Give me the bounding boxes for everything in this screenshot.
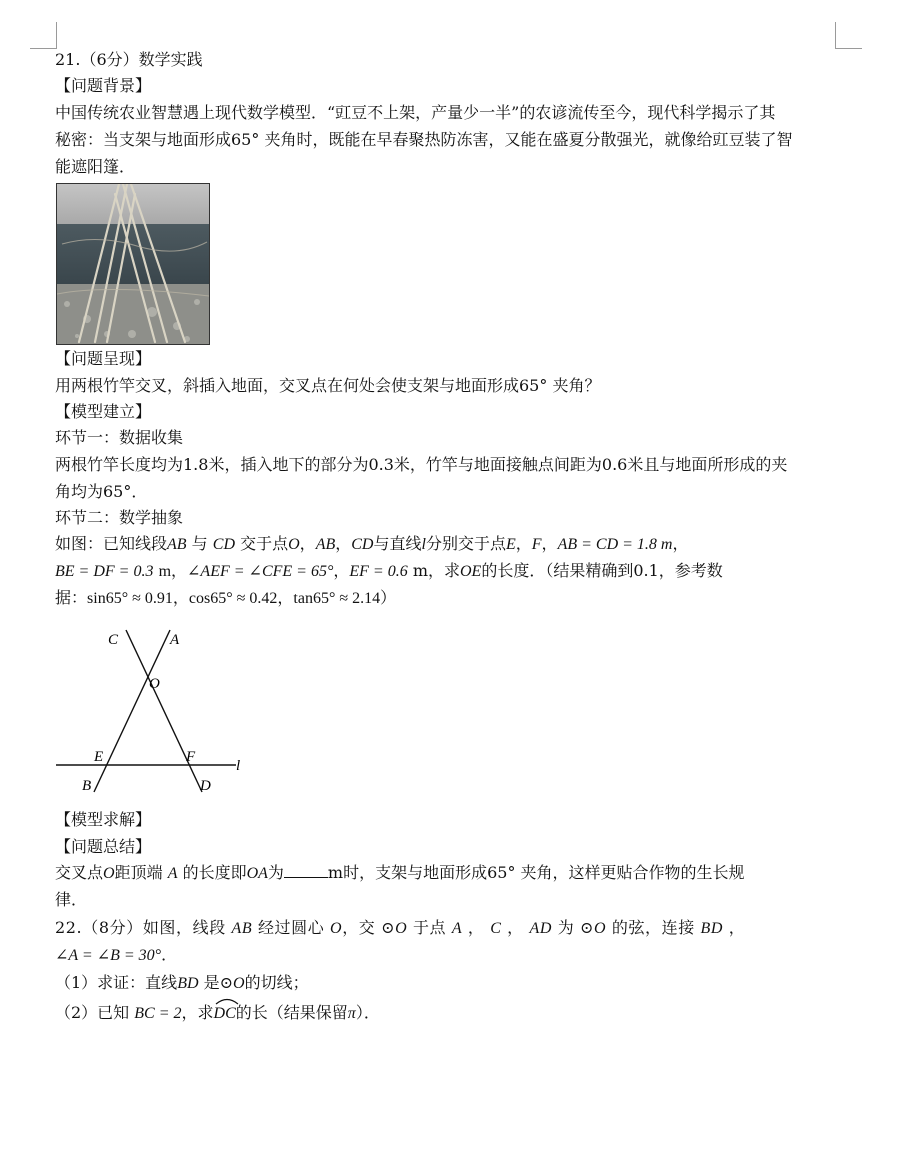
section-title-presentation: 【问题呈现】 <box>55 349 152 368</box>
presentation-line: 用两根竹竿交叉，斜插入地面，交叉点在何处会使支架与地面形成65° 夹角？ <box>55 376 601 395</box>
segment-cd <box>126 630 202 792</box>
step1-title: 环节一：数据收集 <box>55 428 184 447</box>
step2-title: 环节二：数学抽象 <box>55 508 184 527</box>
label-c: C <box>108 632 119 648</box>
label-f: F <box>186 749 196 765</box>
bean-trellis-photo <box>56 183 210 345</box>
label-a: A <box>170 632 180 648</box>
q21-header: 21.（6分）数学实践 <box>55 50 203 69</box>
label-d: D <box>200 778 211 794</box>
arc-dc: DC <box>214 1002 236 1025</box>
label-e: E <box>94 749 104 765</box>
background-line-3: 能遮阳篷． <box>55 157 136 176</box>
step1-line-2: 角均为65°． <box>55 482 148 501</box>
crop-mark-top-left <box>30 22 57 49</box>
segment-ab <box>94 630 170 792</box>
arc-mark-icon <box>214 995 240 1005</box>
summary-line-2: 律． <box>55 890 88 909</box>
section-title-solve: 【模型求解】 <box>55 810 152 829</box>
abstraction-line-2: BE = DF = 0.3 m，∠AEF = ∠CFE = 65°，EF = 0.6 m，求OE的长度．（结果精确到0.1，参考数 <box>55 561 723 580</box>
q22-line-2: ∠A = ∠B = 30°． <box>55 945 178 964</box>
section-title-model: 【模型建立】 <box>55 402 152 421</box>
q22-line-1: 22.（8分）如图，线段 AB 经过圆心 O，交 ⊙O 于点 A ， C ， AD 为 ⊙O 的弦，连接 BD ， <box>55 918 746 937</box>
bamboo-trellis-image <box>57 184 209 344</box>
label-l: l <box>236 758 241 774</box>
label-o: O <box>149 676 160 692</box>
background-line-1: 中国传统农业智慧遇上现代数学模型．“豇豆不上架，产量少一半”的农谚流传至今，现代科学揭示了其 <box>55 103 776 122</box>
step1-line-1: 两根竹竿长度均为1.8米，插入地下的部分为0.3米，竹竿与地面接触点间距为0.6米且与地面所形成的夹 <box>55 455 788 474</box>
geometry-figure <box>52 622 252 806</box>
label-b: B <box>82 778 92 794</box>
answer-blank <box>284 863 328 878</box>
q22-part-1: （1）求证：直线BD 是⊙O的切线； <box>55 973 309 992</box>
q22-part-2: （2）已知 BC = 2，求 DC的长（结果保留π）． <box>55 1002 380 1025</box>
section-title-summary: 【问题总结】 <box>55 837 152 856</box>
section-title-background: 【问题背景】 <box>55 76 152 95</box>
background-line-2: 秘密：当支架与地面形成65° 夹角时，既能在早春聚热防冻害，又能在盛夏分散强光，就像给豇豆装了智 <box>55 130 793 149</box>
abstraction-line-3: 据：sin65° ≈ 0.91，cos65° ≈ 0.42，tan65° ≈ 2.14） <box>55 588 397 607</box>
summary-line-1: 交叉点O距顶端 A 的长度即OA为 m时，支架与地面形成65° 夹角，这样更贴合作物的生长规 <box>55 863 745 882</box>
crossing-lines-diagram <box>52 622 252 802</box>
crop-mark-top-right <box>835 22 862 49</box>
abstraction-line-1: 如图：已知线段AB 与 CD 交于点O，AB，CD与直线l分别交于点E，F，AB = CD = 1.8 m， <box>55 534 689 553</box>
